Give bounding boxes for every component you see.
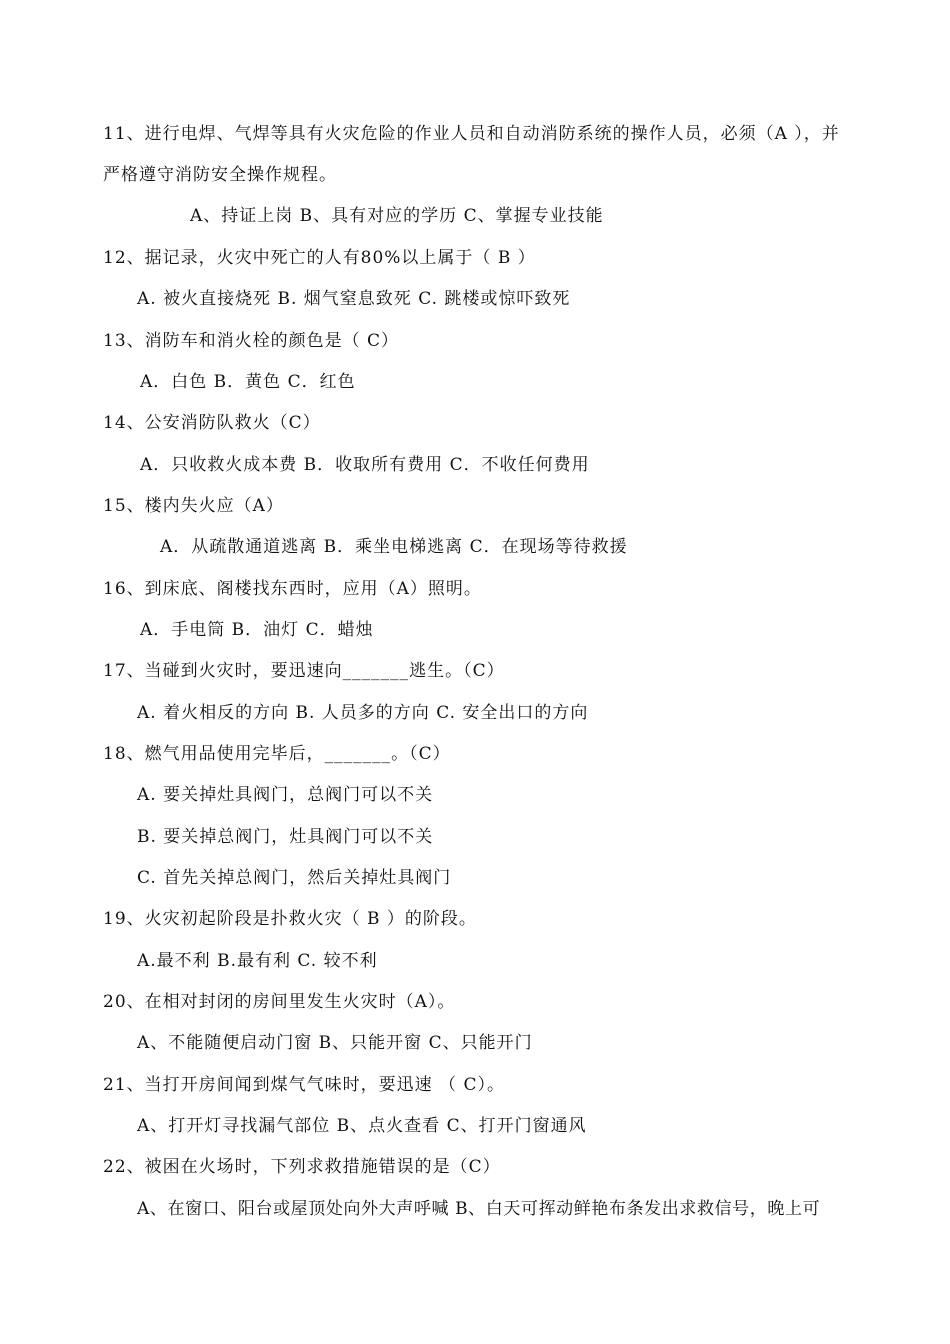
question-21-text: 21、当打开房间闻到煤气气味时，要迅速 （ C）。	[103, 1075, 505, 1095]
question-13-options: A．白色 B．黄色 C．红色	[140, 372, 356, 392]
question-12-options: A. 被火直接烧死 B. 烟气窒息致死 C. 跳楼或惊吓致死	[137, 289, 571, 309]
question-13-text: 13、消防车和消火栓的颜色是（ C）	[103, 331, 400, 351]
question-18-text: 18、燃气用品使用完毕后，_______。（C）	[103, 744, 451, 764]
question-21-options: A、打开灯寻找漏气部位 B、点火查看 C、打开门窗通风	[137, 1116, 587, 1136]
question-22-options: A、在窗口、阳台或屋顶处向外大声呼喊 B、白天可挥动鲜艳布条发出求救信号，晚上可	[137, 1199, 821, 1219]
question-18-option-c: C. 首先关掉总阀门，然后关掉灶具阀门	[137, 868, 452, 888]
question-18-option-b: B. 要关掉总阀门，灶具阀门可以不关	[137, 827, 434, 847]
question-11-text: 11、进行电焊、气焊等具有火灾危险的作业人员和自动消防系统的操作人员，必须（A ），并	[103, 124, 840, 144]
question-18-option-a: A. 要关掉灶具阀门，总阀门可以不关	[137, 785, 434, 805]
question-16-text: 16、到床底、阁楼找东西时，应用（A）照明。	[103, 579, 482, 599]
question-11-text-cont: 严格遵守消防安全操作规程。	[103, 165, 337, 185]
question-12-text: 12、据记录，火灾中死亡的人有80%以上属于（ B ）	[103, 248, 536, 268]
question-14-options: A．只收救火成本费 B．收取所有费用 C．不收任何费用	[140, 455, 590, 475]
question-19-options: A.最不利 B.最有利 C. 较不利	[137, 951, 378, 971]
question-15-options: A．从疏散通道逃离 B．乘坐电梯逃离 C．在现场等待救援	[160, 537, 628, 557]
question-19-text: 19、火灾初起阶段是扑救火灾（ B ）的阶段。	[103, 909, 477, 929]
question-22-text: 22、被困在火场时，下列求救措施错误的是（C）	[103, 1157, 501, 1177]
question-14-text: 14、公安消防队救火（C）	[103, 413, 321, 433]
question-15-text: 15、楼内失火应（A）	[103, 496, 284, 516]
question-17-text: 17、当碰到火灾时，要迅速向_______逃生。（C）	[103, 661, 505, 681]
question-20-options: A、不能随便启动门窗 B、只能开窗 C、只能开门	[137, 1033, 533, 1053]
question-17-options: A. 着火相反的方向 B. 人员多的方向 C. 安全出口的方向	[137, 703, 589, 723]
question-20-text: 20、在相对封闭的房间里发生火灾时（A）。	[103, 992, 456, 1012]
question-11-options: A、持证上岗 B、具有对应的学历 C、掌握专业技能	[190, 206, 604, 226]
question-16-options: A．手电筒 B．油灯 C．蜡烛	[140, 620, 374, 640]
